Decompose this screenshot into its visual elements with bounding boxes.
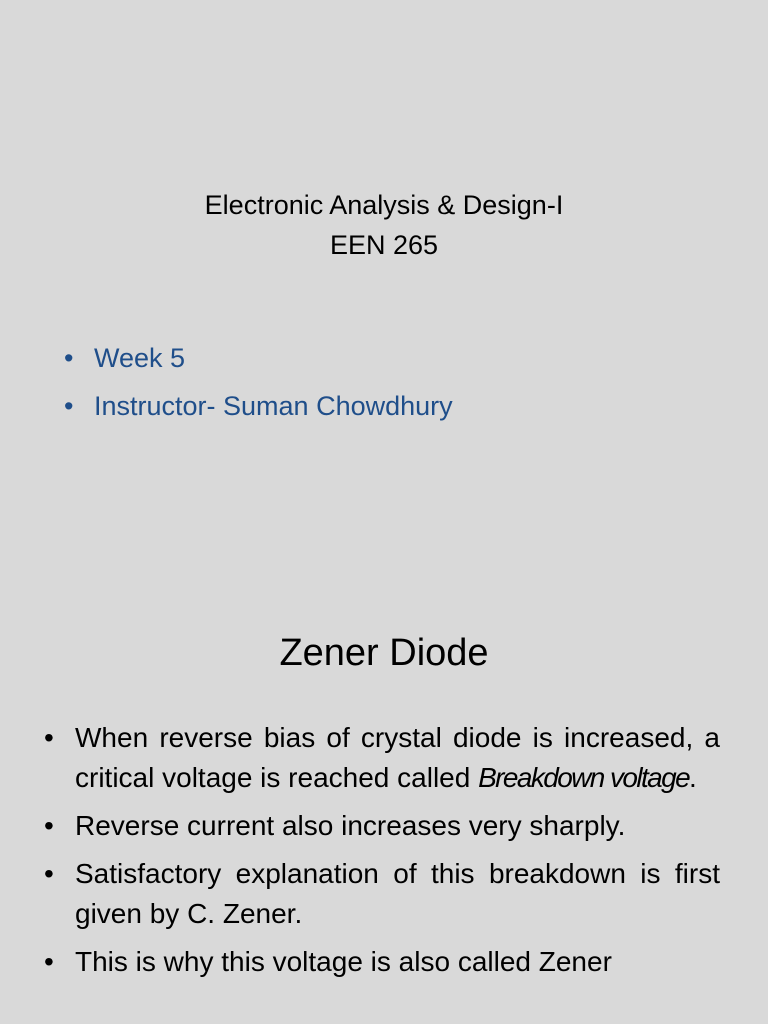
zener-diode-slide — [0, 576, 768, 1024]
bullet-breakdown-voltage — [44, 718, 720, 798]
course-code: EEN 265 — [329, 230, 439, 260]
slide-title: Zener Diode — [279, 632, 489, 674]
bullet-dot-icon: • — [44, 946, 54, 977]
bullet-dot-icon: • — [44, 810, 54, 841]
bullet-zener-voltage-text: This is why this voltage is also called Zener — [75, 946, 612, 977]
bullet-instructor-text: Instructor- Suman Chowdhury — [94, 391, 453, 421]
bullet-dot-icon: • — [44, 722, 54, 753]
bullet-dot-icon: • — [64, 391, 74, 421]
bullet-zener-voltage — [44, 942, 720, 982]
bullet-dot-icon: • — [64, 343, 74, 373]
course-title: Electronic Analysis & Design-I — [204, 190, 564, 220]
zener-bullet-list — [44, 718, 720, 990]
bullet-breakdown-text: When reverse bias of crystal diode is increased, a critical voltage is reached called — [75, 722, 720, 793]
breakdown-voltage-term: Breakdown voltage — [478, 762, 690, 793]
bullet-breakdown-end: . — [689, 762, 697, 793]
bullet-instructor — [64, 382, 453, 430]
bullet-zener-explanation — [44, 854, 720, 934]
bullet-reverse-current — [44, 806, 720, 846]
bullet-zener-explanation-text: Satisfactory explanation of this breakdown is first given by C. Zener. — [75, 858, 720, 929]
bullet-week-text: Week 5 — [94, 343, 186, 373]
bullet-dot-icon: • — [44, 858, 54, 889]
bullet-week — [64, 334, 453, 382]
bullet-reverse-current-text: Reverse current also increases very sharply. — [75, 810, 626, 841]
title-slide-bullet-list — [64, 334, 453, 430]
